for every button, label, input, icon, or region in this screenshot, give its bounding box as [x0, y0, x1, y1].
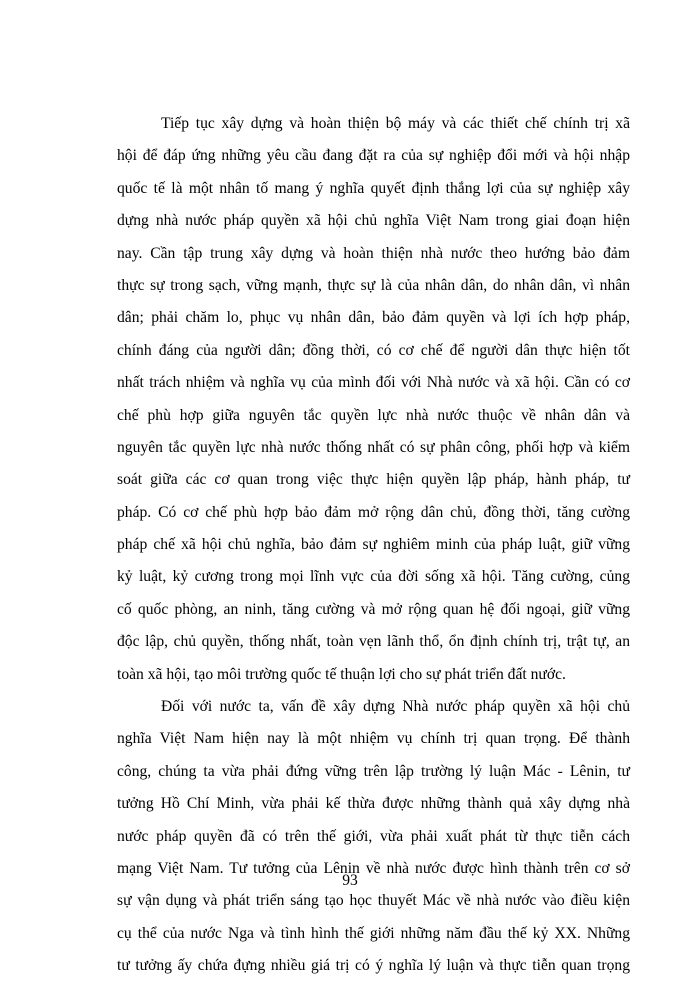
paragraph-1-line-9: nhất trách nhiệm và nghĩa vụ của mình đối với Nhà nước và xã hội. Cần có cơ [117, 374, 630, 392]
paragraph-2-line-4: tưởng Hồ Chí Minh, vừa phải kế thừa được những thành quả xây dựng nhà [117, 795, 630, 813]
paragraph-1-line-16: cố quốc phòng, an ninh, tăng cường và mở rộng quan hệ đối ngoại, giữ vững [117, 600, 630, 618]
body-text [117, 108, 630, 983]
paragraph-1-line-15: kỷ luật, kỷ cương trong mọi lĩnh vực của đời sống xã hội. Tăng cường, củng [117, 568, 630, 586]
paragraph-1-line-18: toàn xã hội, tạo môi trường quốc tế thuận lợi cho sự phát triển đất nước. [117, 665, 566, 683]
paragraph-1-line-11: nguyên tắc quyền lực nhà nước thống nhất có sự phân công, phối hợp và kiểm [117, 438, 630, 456]
paragraph-1-line-7: dân; phải chăm lo, phục vụ nhân dân, bảo đảm quyền và lợi ích hợp pháp, [117, 309, 630, 327]
paragraph-2-line-6: mạng Việt Nam. Tư tưởng của Lênin về nhà nước được hình thành trên cơ sở [117, 859, 630, 877]
paragraph-2-line-3: công, chúng ta vừa phải đứng vững trên lập trường lý luận Mác - Lênin, tư [117, 762, 630, 780]
paragraph-1-line-14: pháp chế xã hội chủ nghĩa, bảo đảm sự nghiêm minh của pháp luật, giữ vững [117, 536, 630, 554]
paragraph-2-line-9: tư tưởng ấy chứa đựng nhiều giá trị có ý nghĩa lý luận và thực tiễn quan trọng [117, 957, 630, 975]
paragraph-2-line-8: cụ thể của nước Nga và tình hình thế giới những năm đầu thế kỷ XX. Những [117, 924, 630, 942]
paragraph-1-line-4: dựng nhà nước pháp quyền xã hội chủ nghĩa Việt Nam trong giai đoạn hiện [117, 212, 630, 230]
paragraph-1-line-1: Tiếp tục xây dựng và hoàn thiện bộ máy và các thiết chế chính trị xã [161, 115, 630, 132]
paragraph-2-line-2: nghĩa Việt Nam hiện nay là một nhiệm vụ chính trị quan trọng. Để thành [117, 730, 630, 748]
paragraph-2-line-5: nước pháp quyền đã có trên thế giới, vừa phải xuất phát từ thực tiễn cách [117, 827, 630, 845]
paragraph-2-line-7: sự vận dụng và phát triển sáng tạo học thuyết Mác về nhà nước vào điều kiện [117, 892, 630, 910]
paragraph-1-line-10: chế phù hợp giữa nguyên tắc quyền lực nhà nước thuộc về nhân dân và [117, 406, 630, 424]
paragraph-1-line-17: độc lập, chủ quyền, thống nhất, toàn vẹn lãnh thổ, ổn định chính trị, trật tự, an [117, 633, 630, 651]
paragraph-1-line-12: soát giữa các cơ quan trong việc thực hiện quyền lập pháp, hành pháp, tư [117, 471, 630, 489]
paragraph-1-line-6: thực sự trong sạch, vững mạnh, thực sự là của nhân dân, do nhân dân, vì nhân [117, 276, 630, 294]
paragraph-1-line-2: hội để đáp ứng những yêu cầu đang đặt ra của sự nghiệp đổi mới và hội nhập [117, 147, 630, 165]
paragraph-1-line-8: chính đáng của người dân; đồng thời, có cơ chế để người dân thực hiện tốt [117, 341, 630, 359]
paragraph-1-line-3: quốc tế là một nhân tố mang ý nghĩa quyết định thắng lợi của sự nghiệp xây [117, 179, 630, 197]
paragraph-1-line-13: pháp. Có cơ chế phù hợp bảo đảm mở rộng dân chủ, đồng thời, tăng cường [117, 503, 630, 521]
page-number: 93 [342, 872, 358, 889]
paragraph-2-line-1: Đối với nước ta, vấn đề xây dựng Nhà nước pháp quyền xã hội chủ [161, 698, 630, 716]
paragraph-1-line-5: nay. Cần tập trung xây dựng và hoàn thiện nhà nước theo hướng bảo đảm [117, 244, 630, 262]
